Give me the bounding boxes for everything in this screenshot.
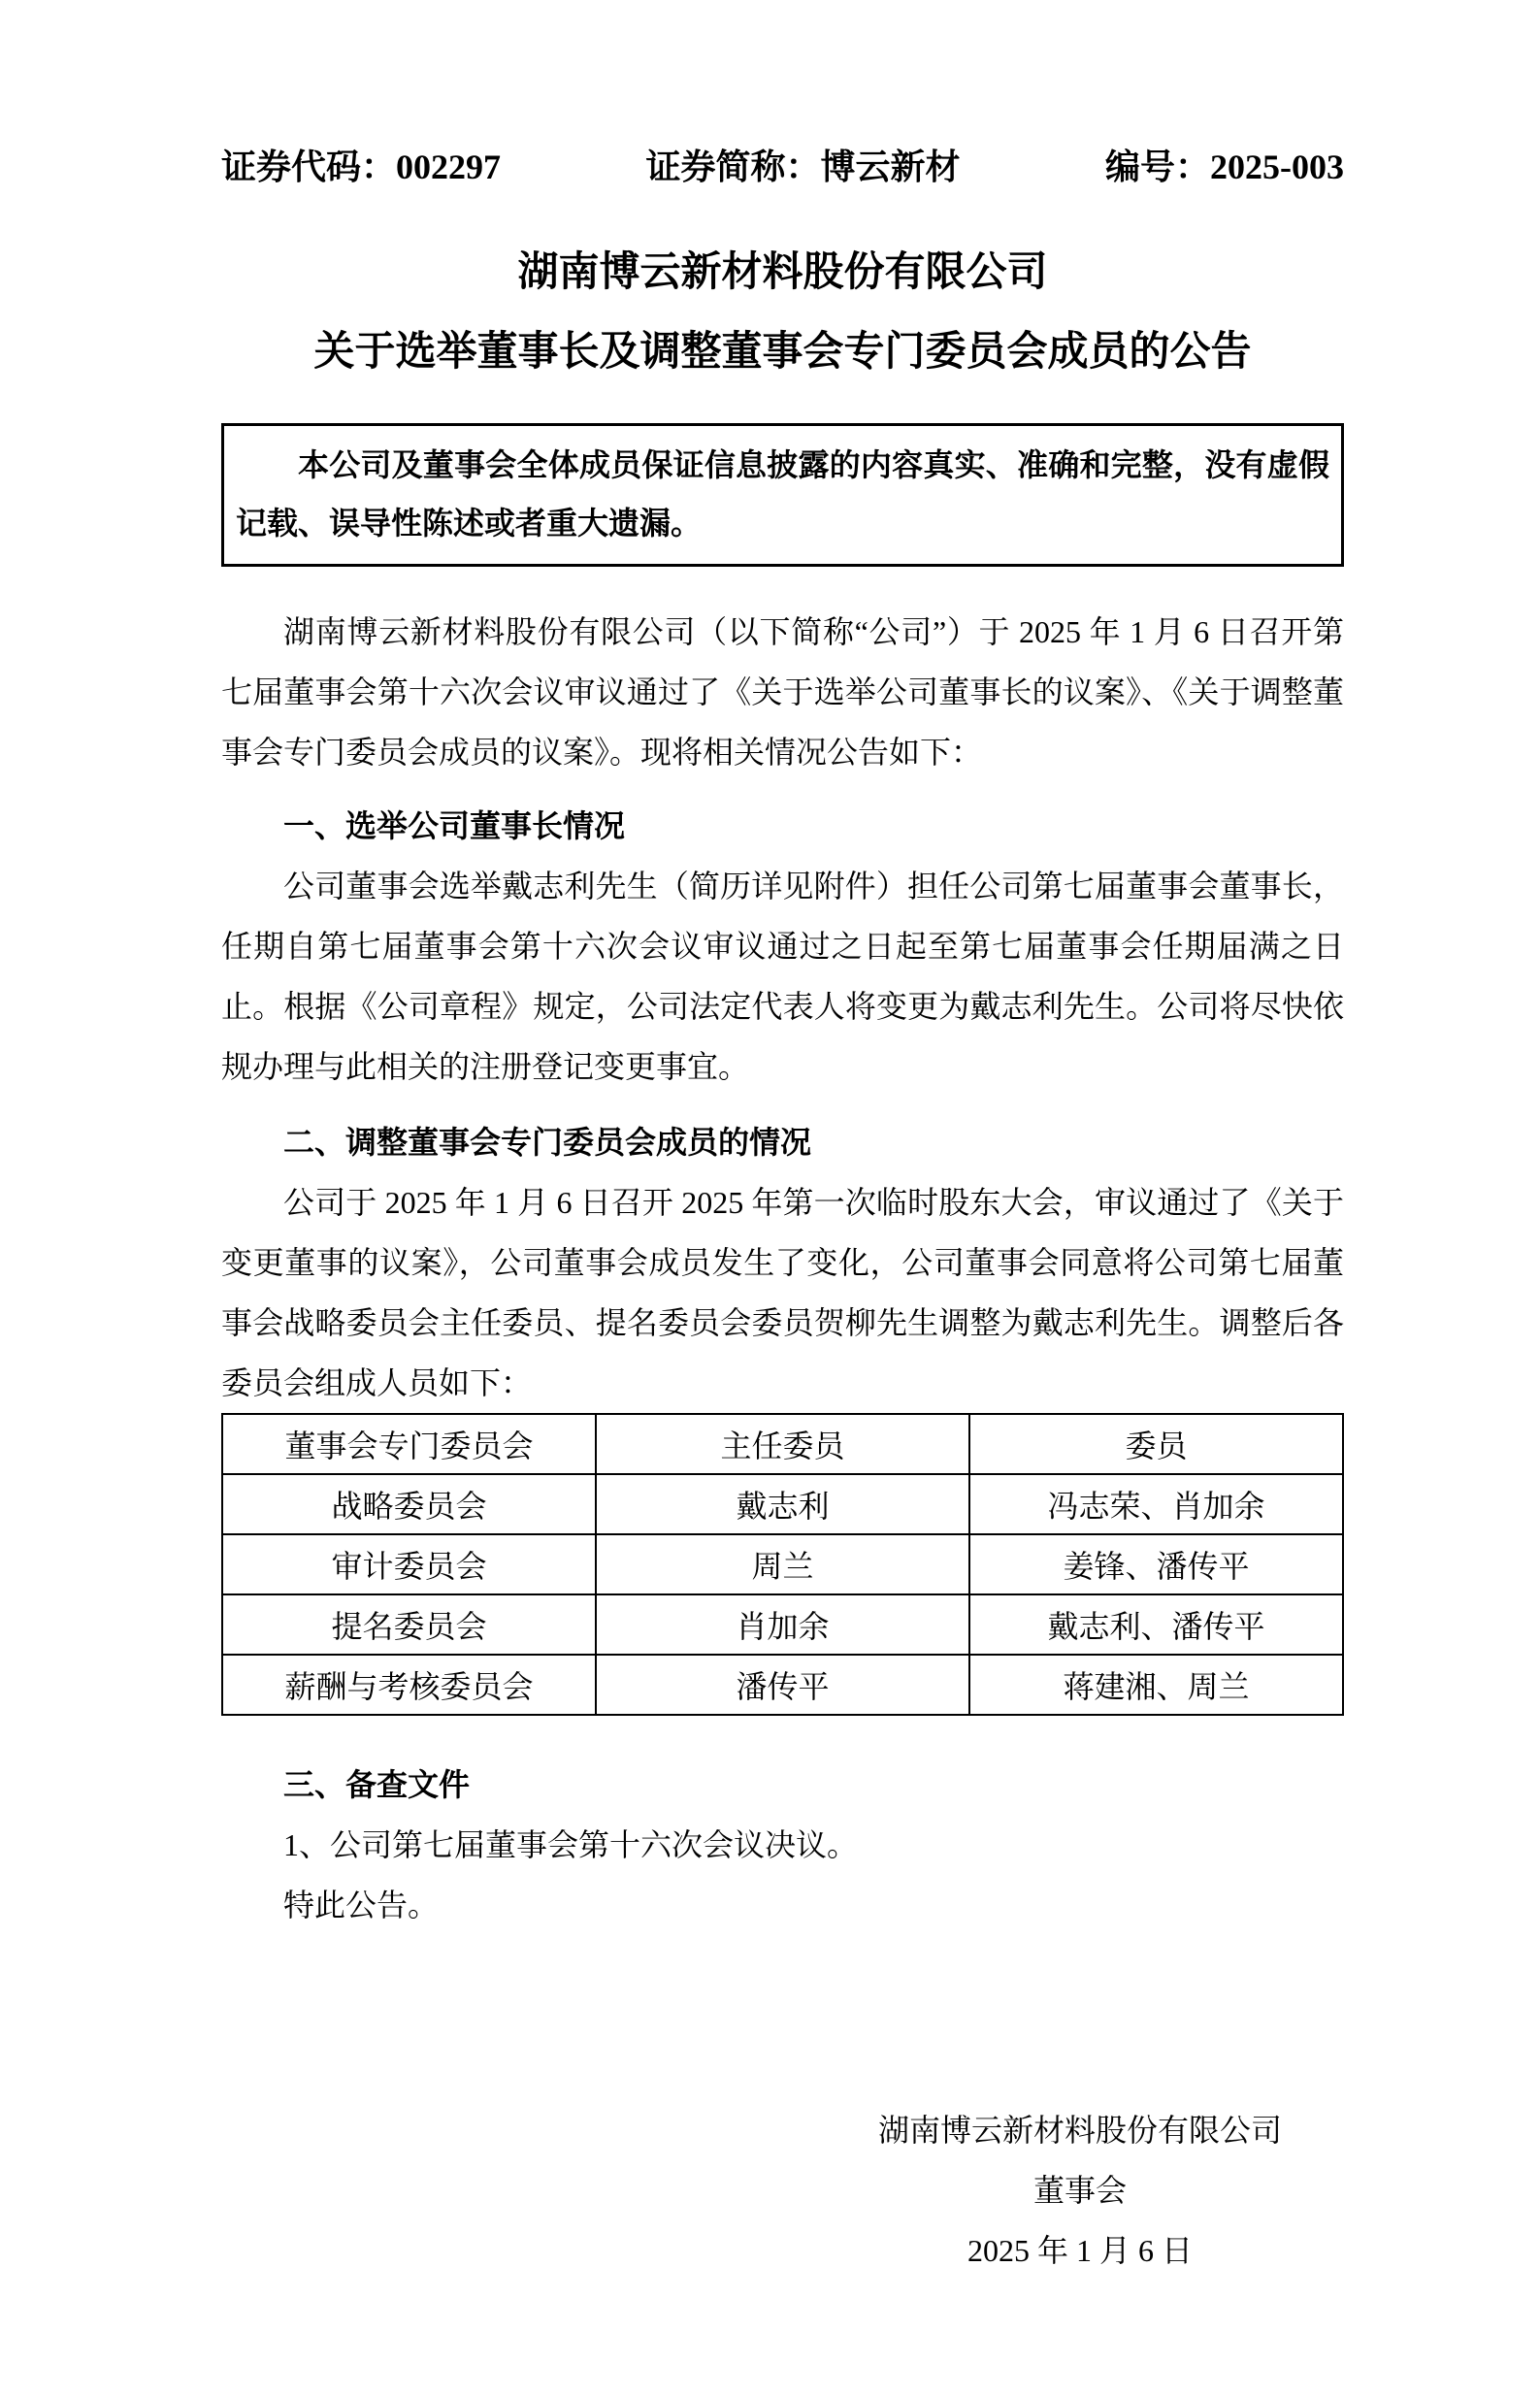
reference-document-item: 1、公司第七届董事会第十六次会议决议。 xyxy=(283,1827,859,1862)
table-row xyxy=(222,1474,1343,1534)
table-row xyxy=(222,1534,1343,1594)
section-1-heading: 一、选举公司董事长情况 xyxy=(283,808,626,843)
members-cell: 冯志荣、肖加余 xyxy=(969,1474,1343,1534)
section-2-heading: 二、调整董事会专门委员会成员的情况 xyxy=(283,1125,812,1160)
chairman-cell: 周兰 xyxy=(596,1534,969,1594)
table-row xyxy=(222,1655,1343,1715)
members-cell: 戴志利、潘传平 xyxy=(969,1594,1343,1655)
stock-code-text: 证券代码：002297 xyxy=(221,148,502,186)
committee-name-cell: 审计委员会 xyxy=(222,1534,596,1594)
section-1-body: 公司董事会选举戴志利先生（简历详见附件）担任公司第七届董事会董事长，任期自第七届董事会第十六次会议审议通过之日起至第七届董事会任期届满之日止。根据《公司章程》规定，公司法定代表人将变更为戴志利先生。公司将尽快依规办理与此相关的注册登记变更事宜。 xyxy=(221,869,1344,1084)
chairman-cell: 肖加余 xyxy=(596,1594,969,1655)
header-cell-chairman: 主任委员 xyxy=(596,1414,969,1474)
chairman-cell: 戴志利 xyxy=(596,1474,969,1534)
signature-board: 董事会 xyxy=(1032,2173,1127,2208)
securities-header-row xyxy=(221,146,1344,188)
header-cell-committee: 董事会专门委员会 xyxy=(222,1414,596,1474)
section-2-body: 公司于 2025 年 1 月 6 日召开 2025 年第一次临时股东大会，审议通过了《关于变更董事的议案》，公司董事会成员发生了变化，公司董事会同意将公司第七届董事会战略委员会主任委员、提名委员会委员贺柳先生调整为戴志利先生。调整后各委员会组成人员如下： xyxy=(221,1185,1344,1400)
page-content xyxy=(221,146,1344,2281)
section-3-heading: 三、备查文件 xyxy=(283,1767,471,1802)
announcement-number-text: 编号：2025-003 xyxy=(1105,148,1344,186)
signature-block xyxy=(221,2100,1344,2281)
committee-table xyxy=(221,1413,1344,1716)
committee-name-cell: 提名委员会 xyxy=(222,1594,596,1655)
members-cell: 蒋建湘、周兰 xyxy=(969,1655,1343,1715)
disclaimer-text: 本公司及董事会全体成员保证信息披露的内容真实、准确和完整，没有虚假记载、误导性陈述或者重大遗漏。 xyxy=(236,447,1329,541)
intro-paragraph: 湖南博云新材料股份有限公司（以下简称“公司”）于 2025 年 1 月 6 日召开第七届董事会第十六次会议审议通过了《关于选举公司董事长的议案》、《关于调整董事会专门委员会成员的议案》。现将相关情况公告如下： xyxy=(221,614,1344,770)
closing-line: 特此公告。 xyxy=(283,1888,440,1922)
table-header-row xyxy=(222,1414,1343,1474)
committee-name-cell: 战略委员会 xyxy=(222,1474,596,1534)
disclaimer-box xyxy=(221,423,1344,567)
table-row xyxy=(222,1594,1343,1655)
header-cell-members: 委员 xyxy=(969,1414,1343,1474)
signature-inner xyxy=(878,2100,1282,2281)
announcement-title: 关于选举董事长及调整董事会专门委员会成员的公告 xyxy=(313,330,1252,375)
members-cell: 姜锋、潘传平 xyxy=(969,1534,1343,1594)
stock-abbr-text: 证券简称：博云新材 xyxy=(645,148,961,186)
company-title: 湖南博云新材料股份有限公司 xyxy=(517,250,1048,295)
signature-company: 湖南博云新材料股份有限公司 xyxy=(877,2113,1282,2148)
chairman-cell: 潘传平 xyxy=(596,1655,969,1715)
committee-name-cell: 薪酬与考核委员会 xyxy=(222,1655,596,1715)
signature-date: 2025 年 1 月 6 日 xyxy=(967,2233,1193,2268)
